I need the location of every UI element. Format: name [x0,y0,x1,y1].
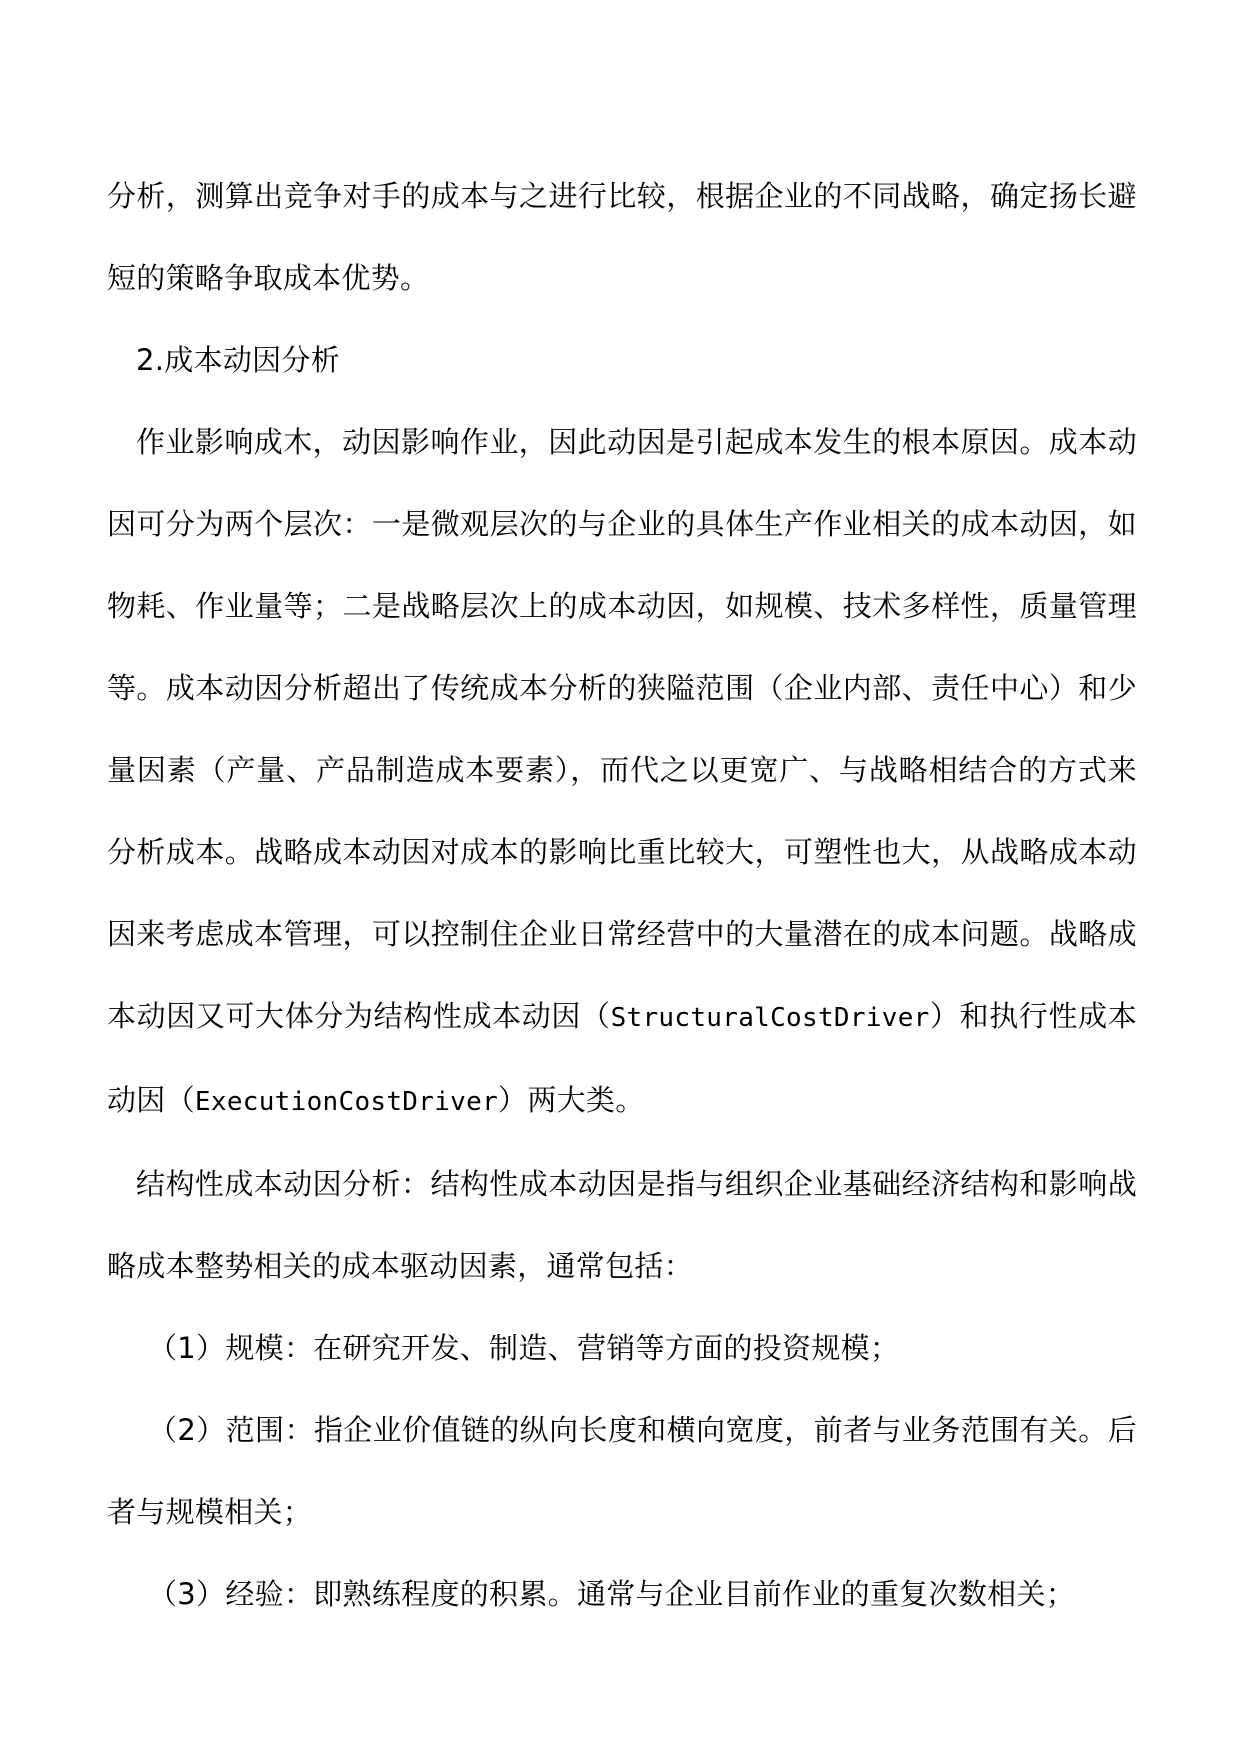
section-heading-cost-driver-analysis: 2.成本动因分析 [136,343,341,377]
list-item-scope: （2）范围：指企业价值链的纵向长度和横向宽度，前者与业务范围有关。后者与规模相关； [107,1413,1137,1529]
paragraph-structural-cost-driver: 结构性成本动因分析：结构性成本动因是指与组织企业基础经济结构和影响战略成本整势相关的成本驱动因素，通常包括： [107,1167,1137,1283]
paragraph-text-segment: 作业影响成木，动因影响作业，因此动因是引起成本发生的根本原因。成本动因可分为两个层次：一是微观层次的与企业的具体生产作业相关的成本动因，如物耗、作业量等；二是战略层次上的成本动因，如规模、技术多样性，质量管理等。成本动因分析超出了传统成本分析的狭隘范围（企业内部、责任中心）和少量因素（产量、产品制造成本要素），而代之以更宽广、与战略相结合的方式来分析成本。战略成本动因对成本的影响比重比较大，可塑性也大，从战略成本动因来考虑成本管理，可以控制住企业日常经营中的大量潜在的成本问题。战略成本动因又可大体分为结构性成本动因（ [107,425,1137,1033]
document-page [107,155,1137,1635]
paragraph-text-segment: ）两大类。 [498,1083,645,1117]
term-structural-cost-driver: StructuralCostDriver [610,1003,930,1033]
paragraph-text-segment: ）和执行性成本动因（ [107,999,1137,1117]
list-item-experience: （3）经验：即熟练程度的积累。通常与企业目前作业的重复次数相关； [148,1577,1076,1611]
paragraph-cost-driver-levels [107,401,1137,1143]
term-execution-cost-driver: ExecutionCostDriver [194,1087,499,1117]
paragraph-cost-comparison: 分析，测算出竞争对手的成本与之进行比较，根据企业的不同战略，确定扬长避短的策略争取成本优势。 [107,179,1137,295]
list-item-scale: （1）规模：在研究开发、制造、营销等方面的投资规模； [148,1331,900,1365]
